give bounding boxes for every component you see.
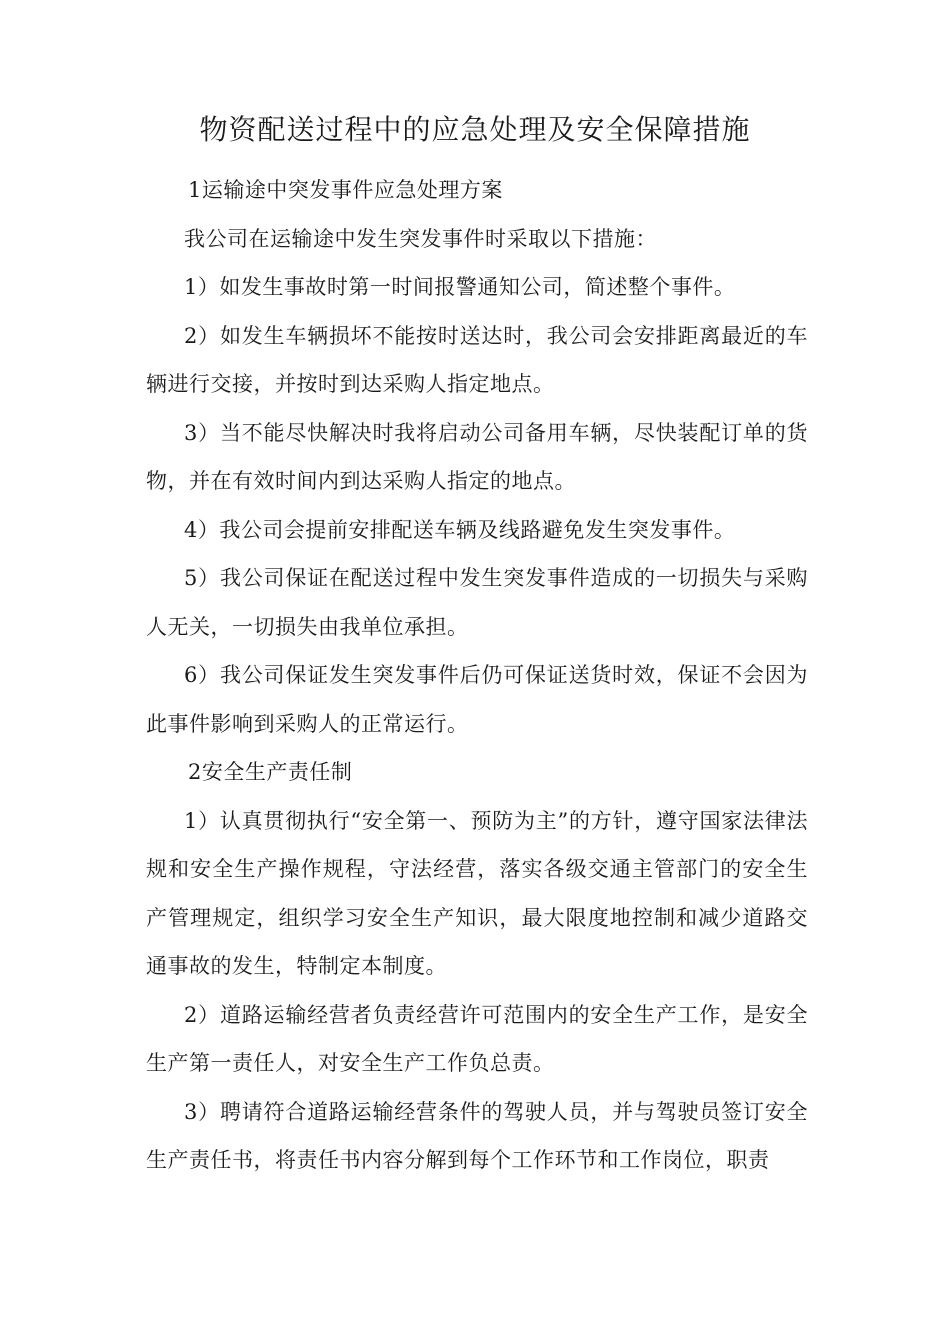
document-body [146, 166, 808, 1185]
measure-item-5: 5）我公司保证在配送过程中发生突发事件造成的一切损失与采购人无关，一切损失由我单位承担。 [146, 566, 808, 639]
section-heading-1: 1运输途中突发事件应急处理方案 [188, 178, 503, 202]
measure-item-3: 3）当不能尽快解决时我将启动公司备用车辆，尽快装配订单的货物，并在有效时间内到达采购人指定的地点。 [146, 420, 808, 493]
measure-item-1: 1）如发生事故时第一时间报警通知公司，简述整个事件。 [184, 275, 736, 299]
intro-paragraph: 我公司在运输途中发生突发事件时采取以下措施： [184, 226, 657, 251]
measure-item-2: 2）如发生车辆损坏不能按时送达时，我公司会安排距离最近的车辆进行交接，并按时到达采购人指定地点。 [146, 323, 808, 396]
section-heading-2: 2安全生产责任制 [188, 760, 353, 784]
document-title: 物资配送过程中的应急处理及安全保障措施 [199, 113, 751, 146]
measure-item-4: 4）我公司会提前安排配送车辆及线路避免发生突发事件。 [184, 517, 736, 542]
responsibility-item-3: 3）聘请符合道路运输经营条件的驾驶人员，并与驾驶员签订安全生产责任书，将责任书内容分解到每个工作环节和工作岗位，职责 [146, 1099, 808, 1172]
responsibility-item-1: 1）认真贯彻执行“安全第一、预防为主”的方针，遵守国家法律法规和安全生产操作规程，守法经营，落实各级交通主管部门的安全生产管理规定，组织学习安全生产知识，最大限度地控制和减少道路交通事故的发生，特制定本制度。 [146, 808, 808, 978]
measure-item-6: 6）我公司保证发生突发事件后仍可保证送货时效，保证不会因为此事件影响到采购人的正常运行。 [146, 663, 808, 736]
responsibility-item-2: 2）道路运输经营者负责经营许可范围内的安全生产工作，是安全生产第一责任人，对安全生产工作负总责。 [146, 1002, 808, 1075]
